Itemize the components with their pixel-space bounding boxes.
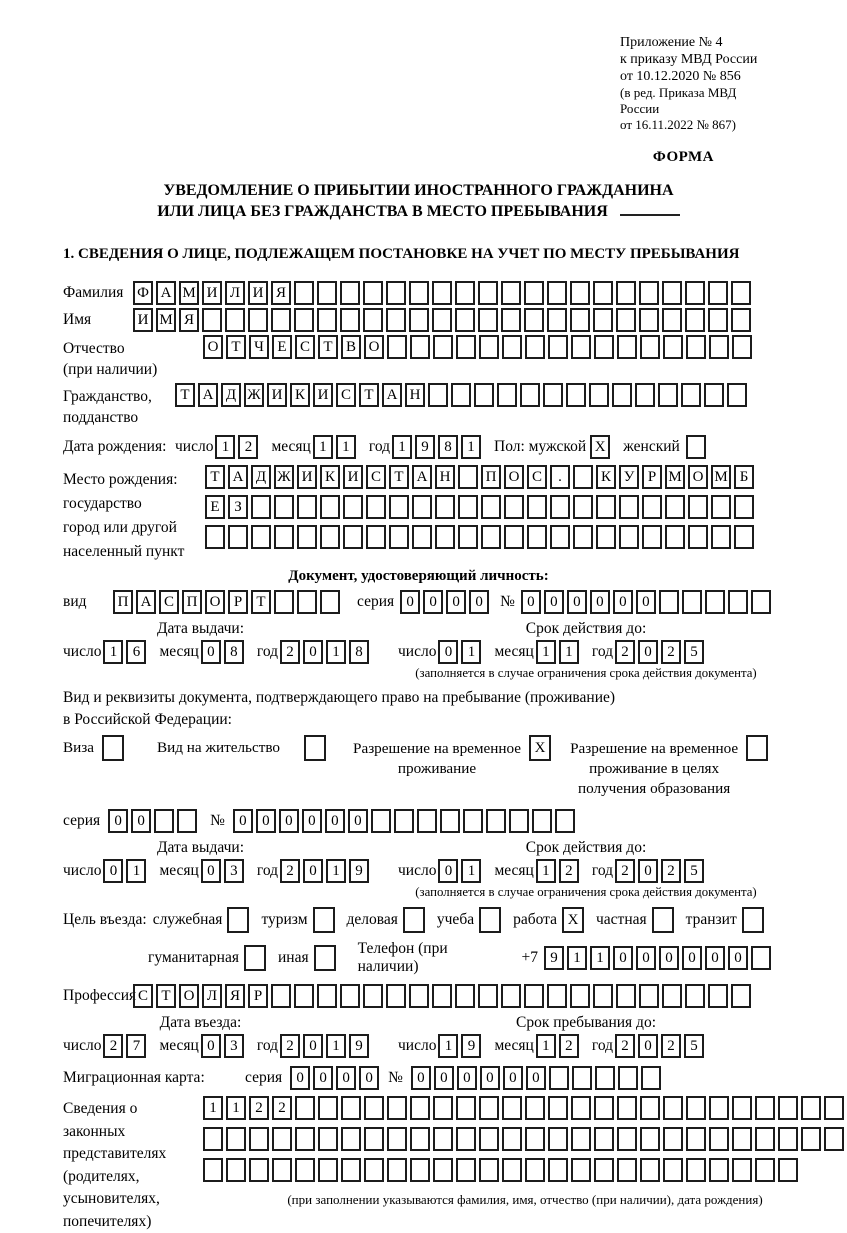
birth-month-boxes: 1 1 (313, 435, 359, 459)
header-revision-line: (в ред. Приказа МВД России (620, 85, 774, 117)
representatives-rows (203, 1096, 847, 1233)
purpose-other-label: иная (278, 949, 309, 967)
stay-day-boxes: 1 9 (438, 1034, 484, 1058)
passport-issue-day-boxes: 1 6 (103, 640, 149, 664)
permit-expiry-month-boxes: 1 2 (536, 859, 582, 883)
citizenship-label (63, 383, 175, 428)
passport-expiry-year-boxes: 2 0 2 5 (615, 640, 707, 664)
surname-boxes: Ф А М И Л И Я (133, 281, 754, 305)
title-blank-line (620, 202, 680, 216)
migration-card-row (63, 1066, 774, 1090)
form-title-line2: ИЛИ ЛИЦА БЕЗ ГРАЖДАНСТВА В МЕСТО ПРЕБЫВАНИЯ (157, 203, 608, 220)
phone-boxes: 9 1 1 0 0 0 0 0 0 (544, 946, 774, 970)
birth-place-label-line: город или другой (63, 516, 205, 540)
permit-number-boxes: 0 0 0 0 0 0 (233, 809, 578, 833)
migration-number-boxes: 0 0 0 0 0 0 (411, 1066, 664, 1090)
permit-expiry-title: Срок действия до: (398, 838, 774, 857)
purpose-humanitarian-checkbox (244, 945, 269, 971)
passport-dates-block (63, 619, 774, 681)
section1-title: 1. СВЕДЕНИЯ О ЛИЦЕ, ПОДЛЕЖАЩЕМ ПОСТАНОВКЕ НА УЧЕТ ПО МЕСТУ ПРЕБЫВАНИЯ (63, 246, 774, 263)
permit-issue-month-boxes: 0 3 (201, 859, 247, 883)
profession-boxes: С Т О Л Я Р (133, 984, 754, 1008)
birth-place-row2-boxes: Е З (205, 495, 757, 519)
purpose-option-tourism (261, 907, 337, 933)
forma-label: ФОРМА (63, 149, 774, 166)
purpose-option-other (278, 945, 339, 971)
representatives-label-line: представителях (63, 1143, 203, 1166)
patronymic-label (63, 335, 203, 380)
permit-expiry-day-boxes: 0 1 (438, 859, 484, 883)
migration-card-label: Миграционная карта: (63, 1069, 245, 1087)
purpose-other-checkbox (314, 945, 339, 971)
permit-dates-block (63, 838, 774, 900)
permit-series-row (63, 809, 774, 833)
stay-until-title: Срок пребывания до: (398, 1013, 774, 1032)
surname-row (63, 281, 774, 305)
passport-issue-fields (63, 640, 398, 664)
representatives-label-line: (родителях, (63, 1166, 203, 1189)
surname-label: Фамилия (63, 281, 133, 302)
stay-until-group (398, 1013, 774, 1058)
sex-male-checkbox: X (590, 435, 613, 459)
citizenship-label-line1: Гражданство, (63, 386, 175, 407)
entry-month-boxes: 0 3 (201, 1034, 247, 1058)
profession-label: Профессия (63, 987, 133, 1005)
purpose-option-transit (686, 907, 767, 933)
permit-expiry-group (398, 838, 774, 900)
entry-date-title: Дата въезда: (63, 1013, 338, 1032)
purpose-business-checkbox (403, 907, 428, 933)
year-label: год (257, 1037, 278, 1055)
birth-date-fields (175, 435, 494, 459)
permit-option-education (570, 735, 771, 799)
permit-issue-group (63, 838, 398, 900)
birth-date-row (63, 435, 774, 459)
birth-place-rows (205, 465, 757, 549)
stay-year-boxes: 2 0 2 5 (615, 1034, 707, 1058)
month-label: месяц (494, 862, 533, 880)
year-label: год (257, 643, 278, 661)
day-label: число (398, 862, 436, 880)
education-residence-label (570, 735, 738, 799)
purpose-option-humanitarian (148, 945, 269, 971)
representatives-label-line: усыновителях, (63, 1188, 203, 1211)
education-residence-label-line: Разрешение на временное (570, 739, 738, 759)
day-label: число (63, 643, 101, 661)
permit-expiry-year-boxes: 2 0 2 5 (615, 859, 707, 883)
form-title-line1: УВЕДОМЛЕНИЕ О ПРИБЫТИИ ИНОСТРАННОГО ГРАЖДАНИНА (63, 180, 774, 201)
birth-place-label-line: населенный пункт (63, 540, 205, 564)
birth-place-block (63, 465, 774, 564)
purpose-option-business (347, 907, 428, 933)
header-revision-line: от 16.11.2022 № 867) (620, 117, 774, 133)
stay-month-boxes: 1 2 (536, 1034, 582, 1058)
permit-option-visa (63, 735, 127, 761)
representatives-row1-boxes: 1 1 2 2 (203, 1096, 847, 1120)
name-boxes: И М Я (133, 308, 754, 332)
representatives-row3-boxes (203, 1158, 847, 1182)
purpose-option-work (513, 907, 587, 933)
purpose-official-checkbox (227, 907, 252, 933)
purpose-option-study (437, 907, 504, 933)
passport-number-label: № (500, 593, 515, 611)
patronymic-label-line1: Отчество (63, 338, 203, 359)
representatives-label (63, 1096, 203, 1233)
header-line: от 10.12.2020 № 856 (620, 68, 774, 85)
year-label: год (592, 643, 613, 661)
migration-series-boxes: 0 0 0 0 (290, 1066, 382, 1090)
sex-label: Пол: мужской (494, 438, 586, 456)
permit-options-row (63, 735, 774, 799)
purpose-row2 (63, 940, 774, 976)
phone-prefix: +7 (522, 949, 539, 967)
passport-issue-title: Дата выдачи: (63, 619, 338, 638)
passport-expiry-footnote: (заполняется в случае ограничения срока действия документа) (398, 666, 774, 681)
permit-issue-title: Дата выдачи: (63, 838, 338, 857)
permit-series-boxes: 0 0 (108, 809, 200, 833)
representatives-label-line: законных (63, 1121, 203, 1144)
purpose-transit-checkbox (742, 907, 767, 933)
sex-female-checkbox (686, 435, 709, 459)
month-label: месяц (159, 1037, 198, 1055)
document-type-boxes: П А С П О Р Т (113, 590, 343, 614)
birth-day-boxes: 1 2 (215, 435, 261, 459)
year-label: год (257, 862, 278, 880)
permit-issue-fields (63, 859, 398, 883)
day-label: число (63, 1037, 101, 1055)
document-type-label: вид (63, 593, 113, 611)
education-residence-label-line: проживание в целях (570, 759, 738, 779)
birth-place-label-line: государство (63, 492, 205, 516)
passport-series-label: серия (357, 593, 394, 611)
phone-label: Телефон (при наличии) (358, 940, 508, 976)
education-residence-checkbox (746, 735, 771, 761)
representatives-label-line: Сведения о (63, 1098, 203, 1121)
visa-checkbox (102, 735, 127, 761)
year-label: год (369, 438, 390, 456)
permit-option-temp-residence (353, 735, 554, 779)
passport-expiry-day-boxes: 0 1 (438, 640, 484, 664)
permit-option-residence (157, 735, 329, 761)
year-label: год (592, 862, 613, 880)
permit-number-label: № (210, 812, 225, 830)
citizenship-label-line2: подданство (63, 407, 175, 428)
patronymic-boxes: О Т Ч Е С Т В О (203, 335, 755, 359)
birth-place-row1-boxes: Т А Д Ж И К И С Т А Н П О С . К У Р М О М Б (205, 465, 757, 489)
header-line: к приказу МВД России (620, 51, 774, 68)
purpose-transit-label: транзит (686, 911, 737, 929)
passport-expiry-title: Срок действия до: (398, 619, 774, 638)
passport-expiry-fields (398, 640, 774, 664)
purpose-private-checkbox (652, 907, 677, 933)
temp-residence-label-line: Разрешение на временное (353, 739, 521, 759)
document-type-row (63, 590, 774, 614)
day-label: число (175, 438, 213, 456)
residence-permit-checkbox (304, 735, 329, 761)
residence-permit-label: Вид на жительство (157, 735, 280, 757)
birth-place-label-line: Место рождения: (63, 468, 205, 492)
profession-row (63, 984, 774, 1008)
migration-number-label: № (388, 1069, 403, 1087)
purpose-work-checkbox: X (562, 907, 587, 933)
passport-series-boxes: 0 0 0 0 (400, 590, 492, 614)
purpose-tourism-checkbox (313, 907, 338, 933)
month-label: месяц (494, 1037, 533, 1055)
permit-issue-day-boxes: 0 1 (103, 859, 149, 883)
permit-issue-year-boxes: 2 0 1 9 (280, 859, 372, 883)
temp-residence-label-line: проживание (353, 759, 521, 779)
month-label: месяц (271, 438, 310, 456)
passport-number-boxes: 0 0 0 0 0 0 (521, 590, 774, 614)
permit-intro-line2: в Российской Федерации: (63, 709, 774, 731)
passport-issue-month-boxes: 0 8 (201, 640, 247, 664)
purpose-humanitarian-label: гуманитарная (148, 949, 239, 967)
permit-expiry-footnote: (заполняется в случае ограничения срока действия документа) (398, 885, 774, 900)
representatives-label-line: попечителях) (63, 1211, 203, 1233)
entry-dates-block (63, 1013, 774, 1058)
month-label: месяц (159, 862, 198, 880)
birth-place-label (63, 465, 205, 564)
permit-series-label: серия (63, 812, 100, 830)
purpose-business-label: деловая (347, 911, 398, 929)
form-title (63, 180, 774, 222)
citizenship-boxes: Т А Д Ж И К И С Т А Н (175, 383, 750, 407)
purpose-official-label: служебная (153, 911, 223, 929)
temp-residence-checkbox: X (529, 735, 554, 761)
permit-intro-line1: Вид и реквизиты документа, подтверждающего право на пребывание (проживание) (63, 687, 774, 709)
entry-year-boxes: 2 0 1 9 (280, 1034, 372, 1058)
education-residence-label-line: получения образования (570, 779, 738, 799)
visa-label: Виза (63, 735, 94, 757)
sex-female-label: женский (623, 438, 680, 456)
permit-expiry-fields (398, 859, 774, 883)
year-label: год (592, 1037, 613, 1055)
month-label: месяц (159, 643, 198, 661)
temp-residence-label (353, 735, 521, 779)
header-line: Приложение № 4 (620, 34, 774, 51)
passport-issue-group (63, 619, 398, 681)
patronymic-label-line2: (при наличии) (63, 359, 203, 380)
birth-place-row3-boxes (205, 525, 757, 549)
birth-date-label: Дата рождения: (63, 438, 175, 456)
purpose-label: Цель въезда: (63, 911, 147, 929)
stay-until-fields (398, 1034, 774, 1058)
purpose-study-checkbox (479, 907, 504, 933)
day-label: число (398, 643, 436, 661)
name-label: Имя (63, 308, 133, 329)
passport-expiry-group (398, 619, 774, 681)
purpose-option-private (596, 907, 677, 933)
representatives-block (63, 1096, 774, 1233)
representatives-footnote: (при заполнении указываются фамилия, имя, отчество (при наличии), дата рождения) (203, 1192, 847, 1208)
purpose-row1 (63, 907, 774, 933)
representatives-row2-boxes (203, 1127, 847, 1151)
purpose-private-label: частная (596, 911, 647, 929)
day-label: число (63, 862, 101, 880)
passport-issue-year-boxes: 2 0 1 8 (280, 640, 372, 664)
passport-expiry-month-boxes: 1 1 (536, 640, 582, 664)
purpose-work-label: работа (513, 911, 557, 929)
day-label: число (398, 1037, 436, 1055)
citizenship-row (63, 383, 774, 428)
purpose-option-official (153, 907, 253, 933)
identity-document-heading: Документ, удостоверяющий личность: (63, 568, 774, 585)
purpose-study-label: учеба (437, 911, 474, 929)
birth-year-boxes: 1 9 8 1 (392, 435, 484, 459)
entry-date-group (63, 1013, 398, 1058)
entry-date-fields (63, 1034, 398, 1058)
header-reference (620, 34, 774, 133)
patronymic-row (63, 335, 774, 380)
name-row (63, 308, 774, 332)
purpose-tourism-label: туризм (261, 911, 307, 929)
entry-day-boxes: 2 7 (103, 1034, 149, 1058)
month-label: месяц (494, 643, 533, 661)
permit-intro (63, 687, 774, 731)
migration-series-label: серия (245, 1069, 282, 1087)
